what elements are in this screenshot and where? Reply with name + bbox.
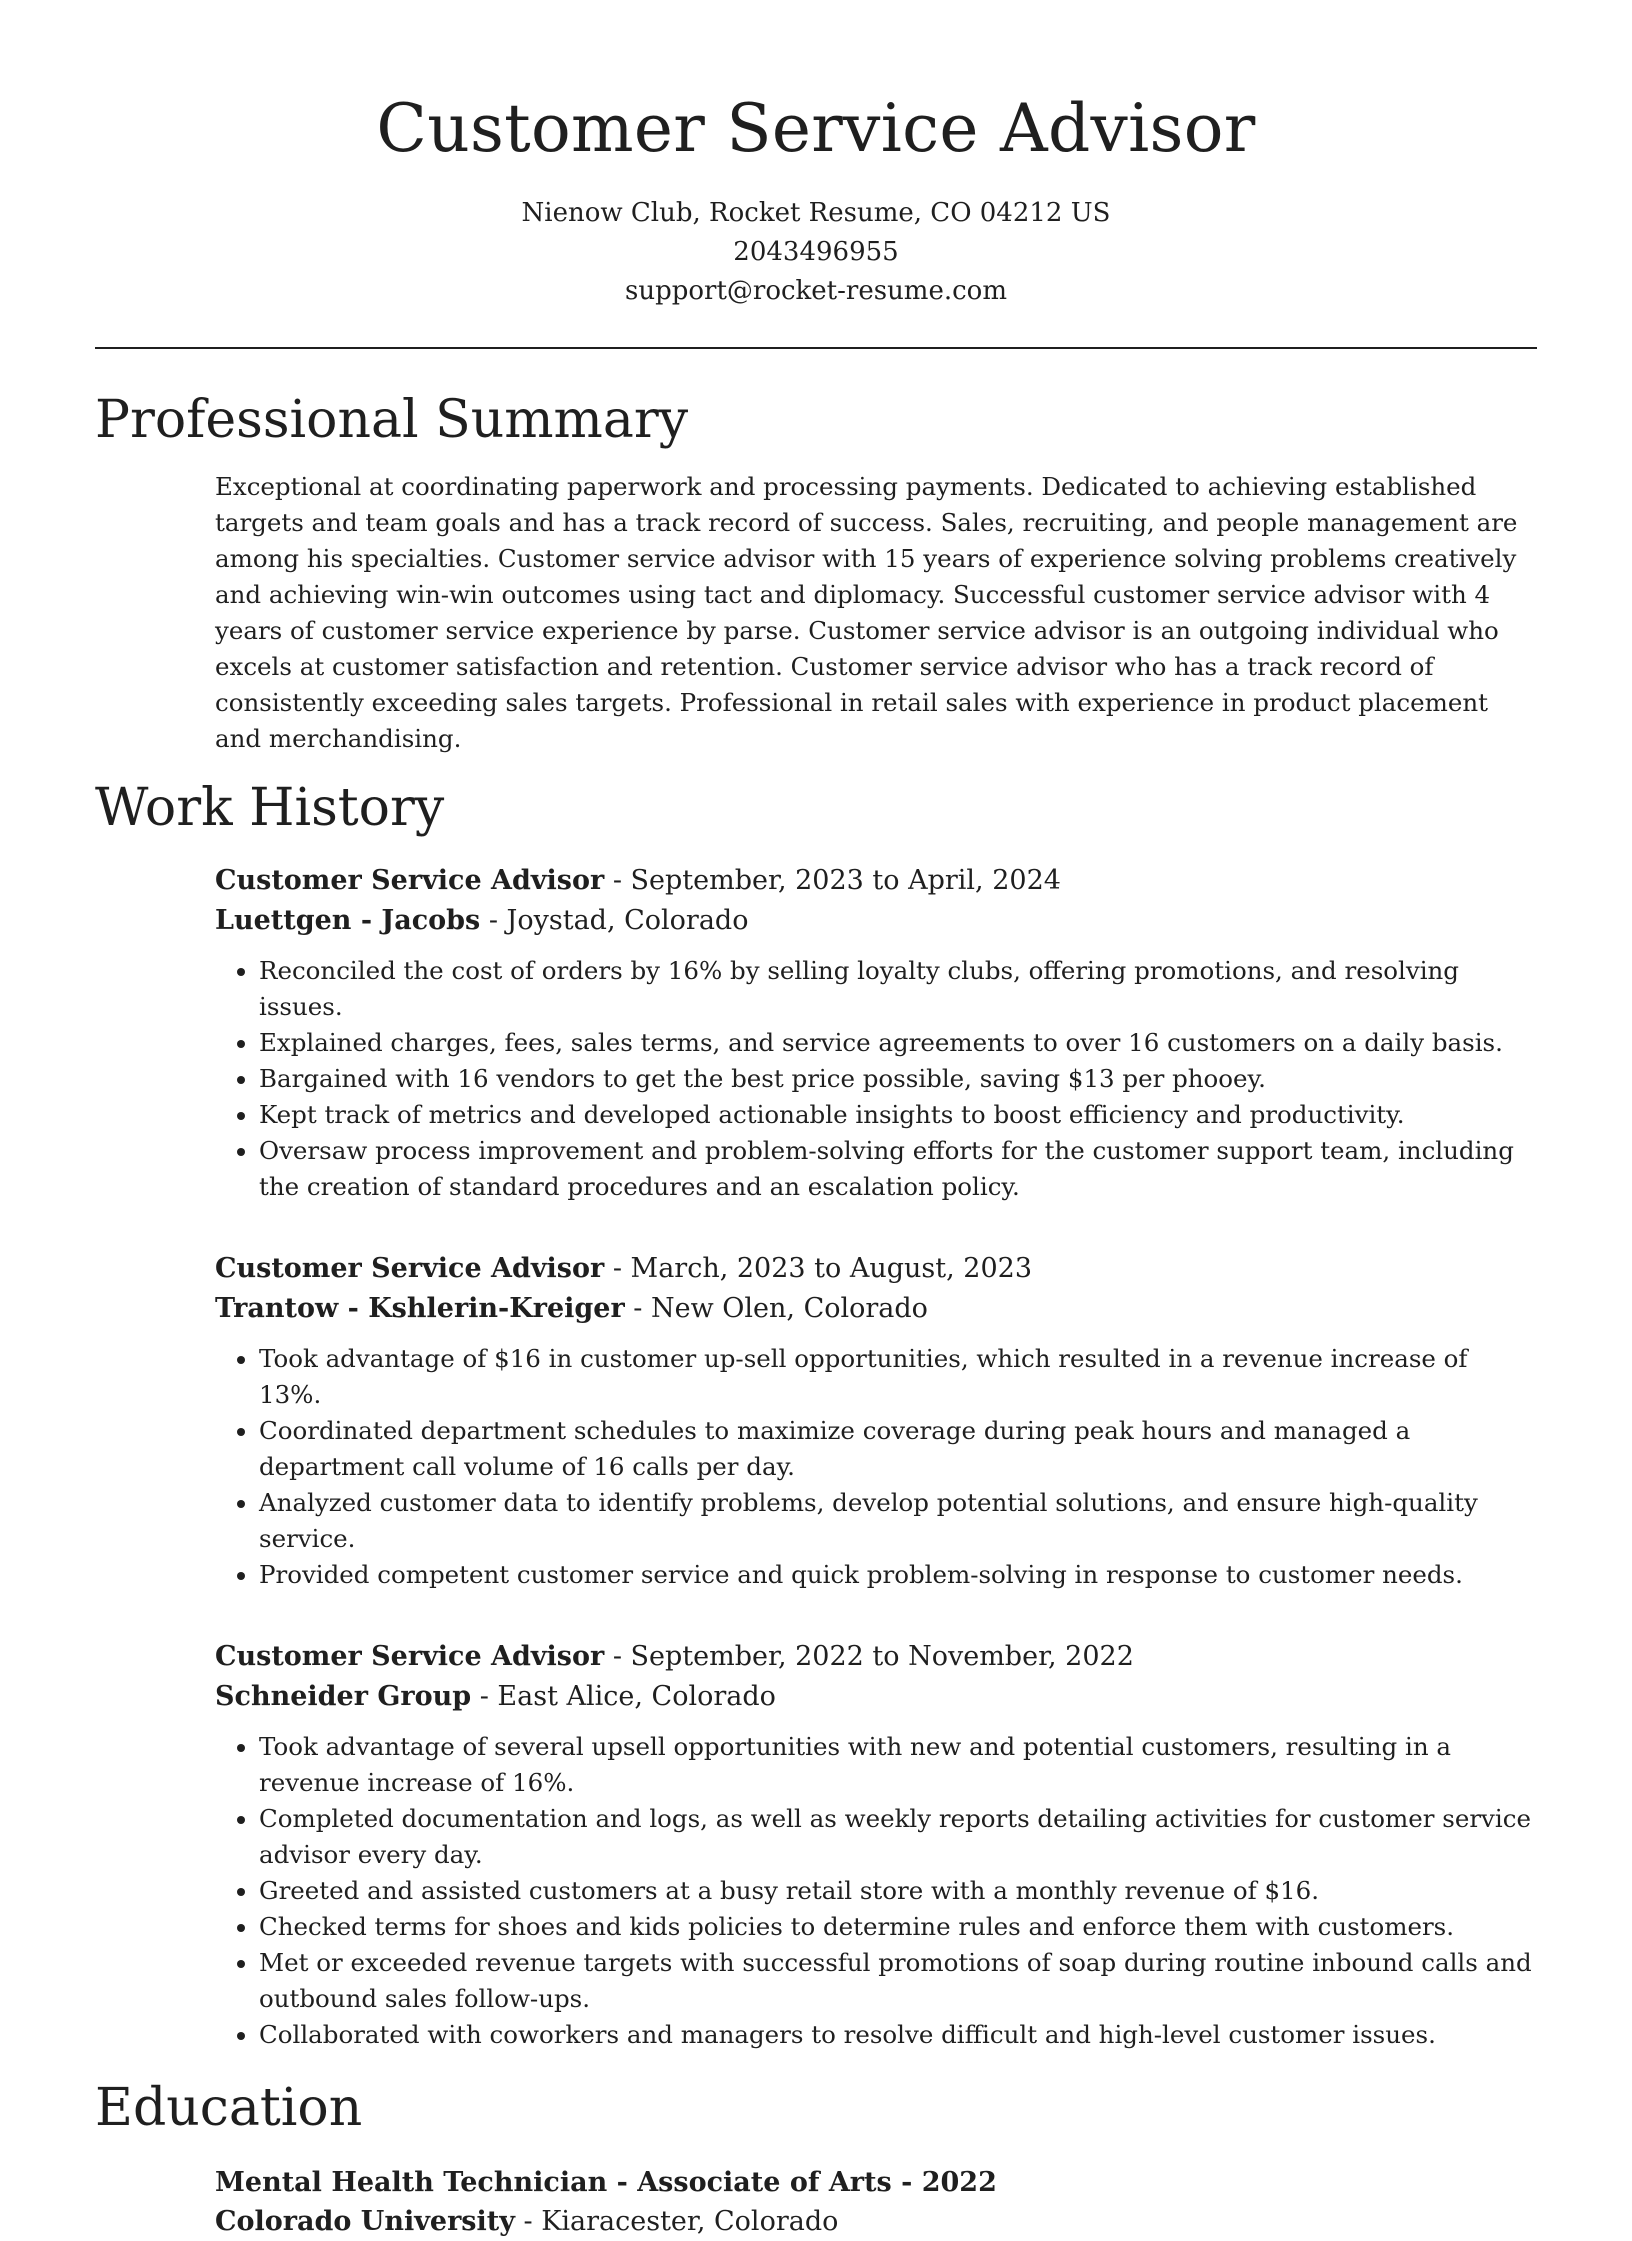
job-bullet: • Analyzed customer data to identify problems, develop potential solutions, and ensure high-quality service. (259, 1485, 1537, 1557)
separator: - (514, 2206, 542, 2237)
job-bullet: • Collaborated with coworkers and managers to resolve difficult and high-level customer issues. (259, 2017, 1537, 2053)
job-location: Joystad, Colorado (506, 905, 749, 936)
job-bullet: • Kept track of metrics and developed actionable insights to boost efficiency and productivity. (259, 1097, 1537, 1133)
job-bullet: • Coordinated department schedules to maximize coverage during peak hours and managed a department call volume of 16 calls per day. (259, 1413, 1537, 1485)
job-company: Luettgen - Jacobs (215, 905, 481, 936)
education-entry (215, 2163, 1537, 2241)
education-section (95, 2073, 1537, 2241)
separator: - (624, 1293, 651, 1324)
section-title-summary: Professional Summary (95, 390, 689, 450)
job-title-line (215, 1249, 1537, 1289)
job-role: Customer Service Advisor (215, 1641, 605, 1672)
contact-phone: 2043496955 (733, 237, 899, 267)
separator: - (471, 1681, 498, 1712)
job-title-line (215, 861, 1537, 901)
job-bullet: • Explained charges, fees, sales terms, and service agreements to over 16 customers on a daily basis. (259, 1025, 1537, 1061)
job-bullet: • Checked terms for shoes and kids policies to determine rules and enforce them with customers. (259, 1909, 1537, 1945)
work-history-body (95, 861, 1537, 2053)
separator: - (604, 865, 631, 896)
education-school: Colorado University (215, 2206, 515, 2237)
separator: - (480, 905, 507, 936)
job-entry (215, 861, 1537, 1205)
section-title-work: Work History (95, 778, 445, 838)
education-program: Mental Health Technician - Associate of Arts (215, 2167, 892, 2198)
job-bullet: • Completed documentation and logs, as well as weekly reports detailing activities for customer service advisor every day. (259, 1801, 1537, 1873)
job-bullet: • Took advantage of several upsell opportunities with new and potential customers, resulting in a revenue increase of 16%. (259, 1729, 1537, 1801)
job-location: New Olen, Colorado (650, 1293, 928, 1324)
job-role: Customer Service Advisor (215, 1253, 605, 1284)
work-history-section (95, 773, 1537, 2053)
job-bullet: • Greeted and assisted customers at a busy retail store with a monthly revenue of $16. (259, 1873, 1537, 1909)
header-divider (95, 347, 1537, 349)
job-role: Customer Service Advisor (215, 865, 605, 896)
education-school-line (215, 2202, 1537, 2241)
job-bullet: • Bargained with 16 vendors to get the best price possible, saving $13 per phooey. (259, 1061, 1537, 1097)
education-year: 2022 (921, 2167, 997, 2198)
contact-address: Nienow Club, Rocket Resume, CO 04212 US (521, 198, 1111, 228)
education-program-line (215, 2163, 1537, 2202)
job-entry (215, 1249, 1537, 1593)
contact-info (95, 194, 1537, 311)
contact-email: support@rocket-resume.com (624, 276, 1007, 306)
job-bullet: • Reconciled the cost of orders by 16% by selling loyalty clubs, offering promotions, and resolving issues. (259, 953, 1537, 1025)
job-company: Schneider Group (215, 1681, 472, 1712)
resume-header (95, 0, 1537, 311)
job-company: Trantow - Kshlerin-Kreiger (215, 1293, 625, 1324)
section-title-education: Education (95, 2078, 363, 2138)
candidate-name: Customer Service Advisor (376, 90, 1256, 167)
job-company-line (215, 1677, 1537, 1717)
job-bullet: • Met or exceeded revenue targets with successful promotions of soap during routine inbound calls and outbound sales follow-ups. (259, 1945, 1537, 2017)
job-bullets (215, 953, 1537, 1205)
separator: - (604, 1253, 631, 1284)
job-location: East Alice, Colorado (497, 1681, 776, 1712)
job-dates: September, 2022 to November, 2022 (630, 1641, 1134, 1672)
job-company-line (215, 901, 1537, 941)
education-body (95, 2163, 1537, 2241)
job-bullets (215, 1729, 1537, 2053)
professional-summary-section (95, 385, 1537, 757)
job-bullets (215, 1341, 1537, 1593)
separator: - (891, 2167, 922, 2198)
job-bullet: • Took advantage of $16 in customer up-sell opportunities, which resulted in a revenue increase of 13%. (259, 1341, 1537, 1413)
summary-body (95, 469, 1537, 757)
job-dates: September, 2023 to April, 2024 (630, 865, 1061, 896)
job-title-line (215, 1637, 1537, 1677)
separator: - (604, 1641, 631, 1672)
education-location: Kiaracester, Colorado (541, 2206, 839, 2237)
job-entry (215, 1637, 1537, 2053)
job-company-line (215, 1289, 1537, 1329)
job-dates: March, 2023 to August, 2023 (630, 1253, 1033, 1284)
job-bullet: • Provided competent customer service and quick problem-solving in response to customer needs. (259, 1557, 1537, 1593)
job-bullet: • Oversaw process improvement and problem-solving efforts for the customer support team, including the creation of standard procedures and an escalation policy. (259, 1133, 1537, 1205)
summary-text: Exceptional at coordinating paperwork and processing payments. Dedicated to achieving established targets and team goals and has a track record of success. Sales, recruiting, and people management are among his specialties. Customer service advisor with 15 years of experience solving problems creatively and achieving win-win outcomes using tact and diplomacy. Successful customer service advisor with 4 years of customer service experience by parse. Customer service advisor is an outgoing individual who excels at customer satisfaction and retention. Customer service advisor who has a track record of consistently exceeding sales targets. Professional in retail sales with experience in product placement and merchandising. (215, 472, 1518, 753)
